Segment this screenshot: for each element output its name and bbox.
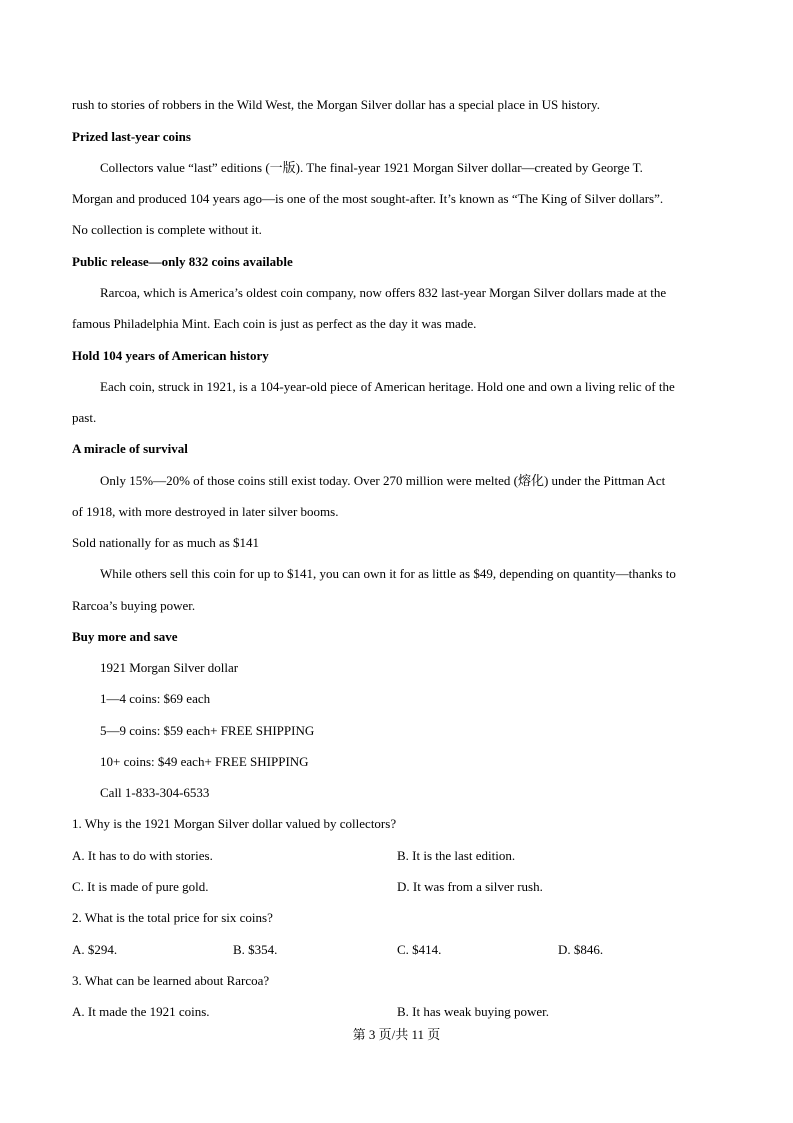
section-heading-public-release: Public release—only 832 coins available	[72, 254, 293, 269]
question-1-option-d: D. It was from a silver rush.	[397, 879, 543, 894]
question-2-stem: 2. What is the total price for six coins?	[72, 910, 273, 925]
paragraph-line: Morgan and produced 104 years ago—is one of the most sought-after. It’s known as “The King of Silver dollars”.	[72, 191, 664, 206]
question-2-option-b: B. $354.	[233, 942, 278, 957]
section-heading-prized: Prized last-year coins	[72, 129, 191, 144]
paragraph-line: Only 15%—20% of those coins still exist today. Over 270 million were melted (熔化) under the Pittman Act	[100, 473, 666, 488]
price-list-item: 1921 Morgan Silver dollar	[100, 660, 239, 675]
phone-line: Call 1-833-304-6533	[100, 785, 210, 800]
price-list-item: 1—4 coins: $69 each	[100, 691, 211, 706]
question-3-stem: 3. What can be learned about Rarcoa?	[72, 973, 270, 988]
price-list-item: 5—9 coins: $59 each+ FREE SHIPPING	[100, 723, 315, 738]
paragraph-line: Collectors value “last” editions (一版). The final-year 1921 Morgan Silver dollar—created by George T.	[100, 160, 643, 175]
paragraph-line: Rarcoa’s buying power.	[72, 598, 196, 613]
paragraph-line: famous Philadelphia Mint. Each coin is just as perfect as the day it was made.	[72, 316, 477, 331]
paragraph-line: past.	[72, 410, 97, 425]
question-3-option-b: B. It has weak buying power.	[397, 1004, 550, 1019]
price-list-item: 10+ coins: $49 each+ FREE SHIPPING	[100, 754, 309, 769]
question-3-option-a: A. It made the 1921 coins.	[72, 1004, 210, 1019]
paragraph-line: Rarcoa, which is America’s oldest coin company, now offers 832 last-year Morgan Silver dollars made at the	[100, 285, 667, 300]
intro-line: rush to stories of robbers in the Wild West, the Morgan Silver dollar has a special place in US history.	[72, 97, 600, 112]
question-1-option-c: C. It is made of pure gold.	[72, 879, 209, 894]
section-heading-sold-nationally: Sold nationally for as much as $141	[72, 535, 260, 550]
paragraph-line: of 1918, with more destroyed in later silver booms.	[72, 504, 339, 519]
question-2-option-c: C. $414.	[397, 942, 442, 957]
paragraph-line: No collection is complete without it.	[72, 222, 262, 237]
section-heading-buy-more: Buy more and save	[72, 629, 178, 644]
question-2-option-a: A. $294.	[72, 942, 118, 957]
question-2-option-d: D. $846.	[558, 942, 604, 957]
question-1-stem: 1. Why is the 1921 Morgan Silver dollar valued by collectors?	[72, 816, 397, 831]
section-heading-history: Hold 104 years of American history	[72, 348, 269, 363]
paragraph-line: While others sell this coin for up to $141, you can own it for as little as $49, depending on quantity—thanks to	[100, 566, 676, 581]
page-number-footer: 第 3 页/共 11 页	[352, 1027, 441, 1042]
question-1-option-a: A. It has to do with stories.	[72, 848, 213, 863]
question-1-option-b: B. It is the last edition.	[397, 848, 516, 863]
section-heading-survival: A miracle of survival	[72, 441, 188, 456]
paragraph-line: Each coin, struck in 1921, is a 104-year-old piece of American heritage. Hold one and own a living relic of the	[100, 379, 675, 394]
